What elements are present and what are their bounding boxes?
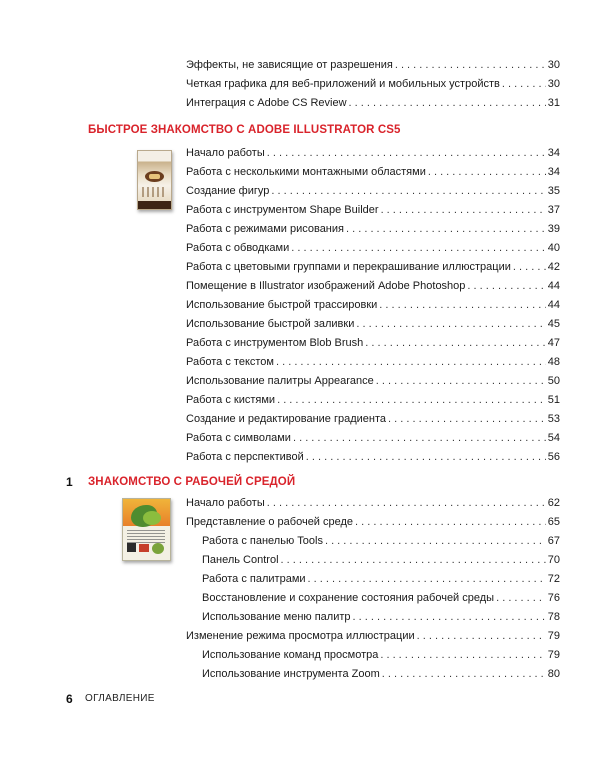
toc-entry-page: 44 — [547, 280, 560, 292]
thumbnail-text-lines — [127, 530, 165, 544]
toc-entry[interactable] — [186, 392, 560, 408]
toc-leader-dots — [376, 373, 546, 389]
toc-entry-title: Работа с палитрами — [202, 573, 306, 585]
toc-entry-title: Использование меню палитр — [202, 611, 351, 623]
toc-entry-title: Работа с текстом — [186, 356, 274, 368]
toc-leader-dots — [267, 145, 546, 161]
toc-entry[interactable] — [202, 666, 560, 682]
toc-entry[interactable] — [186, 145, 560, 161]
toc-leader-dots — [325, 533, 546, 549]
toc-entry-title: Работа с перспективой — [186, 451, 304, 463]
toc-entry-page: 40 — [547, 242, 560, 254]
section-thumbnail-image — [137, 150, 172, 210]
toc-entry[interactable] — [202, 647, 560, 663]
toc-leader-dots — [502, 76, 546, 92]
toc-leader-dots — [417, 628, 546, 644]
toc-entry-title: Использование палитры Appearance — [186, 375, 374, 387]
toc-entry-title: Изменение режима просмотра иллюстрации — [186, 630, 415, 642]
toc-entry-title: Использование быстрой заливки — [186, 318, 355, 330]
toc-entry-page: 70 — [547, 554, 560, 566]
toc-entry-page: 44 — [547, 299, 560, 311]
toc-entry-title: Эффекты, не зависящие от разрешения — [186, 59, 393, 71]
toc-entry-page: 76 — [547, 592, 560, 604]
toc-entry-title: Создание и редактирование градиента — [186, 413, 387, 425]
toc-entry-title: Начало работы — [186, 497, 265, 509]
toc-entry-title: Помещение в Illustrator изображений Adobe Photoshop — [186, 280, 466, 292]
toc-entry-title: Работа с кистями — [186, 394, 276, 406]
toc-leader-dots — [308, 571, 546, 587]
toc-entry-title: Создание фигур — [186, 185, 270, 197]
toc-entry-page: 67 — [547, 535, 560, 547]
toc-entry[interactable] — [202, 571, 560, 587]
toc-entry[interactable] — [186, 57, 560, 73]
toc-entry[interactable] — [202, 552, 560, 568]
toc-entry-page: 47 — [547, 337, 560, 349]
chapter-number: 1 — [66, 475, 73, 489]
thumbnail-block — [139, 544, 149, 552]
toc-entry[interactable] — [186, 495, 560, 511]
footer-label: ОГЛАВЛЕНИЕ — [85, 693, 155, 704]
toc-entry-title: Интеграция с Adobe CS Review — [186, 97, 347, 109]
toc-entry-title: Использование инструмента Zoom — [202, 668, 380, 680]
toc-leader-dots — [380, 647, 545, 663]
toc-leader-dots — [306, 449, 546, 465]
thumbnail-pattern — [142, 187, 167, 197]
toc-entry[interactable] — [186, 628, 560, 644]
toc-entry-page: 42 — [547, 261, 560, 273]
toc-entry-title: Работа с режимами рисования — [186, 223, 344, 235]
toc-entry-title: Четкая графика для веб-приложений и мобильных устройств — [186, 78, 500, 90]
toc-leader-dots — [355, 514, 546, 530]
toc-leader-dots — [353, 609, 546, 625]
toc-entry-page: 65 — [547, 516, 560, 528]
toc-entry-page: 31 — [547, 97, 560, 109]
toc-entry[interactable] — [186, 316, 560, 332]
toc-entry-title: Работа с инструментом Shape Builder — [186, 204, 379, 216]
toc-entry[interactable] — [186, 373, 560, 389]
toc-entry-title: Работа с цветовыми группами и перекрашивание иллюстрации — [186, 261, 511, 273]
toc-entry-page: 35 — [547, 185, 560, 197]
toc-entry-title: Начало работы — [186, 147, 265, 159]
toc-entry[interactable] — [202, 590, 560, 606]
toc-leader-dots — [293, 430, 546, 446]
toc-entry-page: 39 — [547, 223, 560, 235]
toc-leader-dots — [276, 354, 546, 370]
thumbnail-block — [152, 543, 164, 554]
toc-entry[interactable] — [186, 202, 560, 218]
toc-entry-page: 34 — [547, 166, 560, 178]
toc-leader-dots — [365, 335, 545, 351]
toc-leader-dots — [291, 240, 546, 256]
toc-entry-page: 54 — [547, 432, 560, 444]
toc-entry-title: Работа с символами — [186, 432, 291, 444]
thumbnail-block — [127, 543, 136, 552]
toc-entry-title: Представление о рабочей среде — [186, 516, 354, 528]
toc-entry-page: 37 — [547, 204, 560, 216]
toc-entry[interactable] — [186, 240, 560, 256]
toc-entry-page: 50 — [547, 375, 560, 387]
thumbnail-leaf-shape — [143, 511, 161, 525]
toc-leader-dots — [356, 316, 545, 332]
toc-entry[interactable] — [186, 411, 560, 427]
toc-leader-dots — [381, 202, 546, 218]
toc-entry-page: 79 — [547, 649, 560, 661]
thumbnail-badge-inner-shape — [149, 174, 160, 179]
toc-entry[interactable] — [186, 430, 560, 446]
toc-entry-page: 72 — [547, 573, 560, 585]
toc-leader-dots — [496, 590, 546, 606]
section-heading-quickstart: БЫСТРОЕ ЗНАКОМСТВО С ADOBE ILLUSTRATOR CS5 — [88, 124, 401, 136]
toc-leader-dots — [513, 259, 546, 275]
toc-entry[interactable] — [186, 95, 560, 111]
toc-leader-dots — [349, 95, 546, 111]
toc-leader-dots — [271, 183, 545, 199]
toc-leader-dots — [267, 495, 546, 511]
toc-entry[interactable] — [186, 76, 560, 92]
toc-entry-page: 51 — [547, 394, 560, 406]
toc-entry[interactable] — [186, 221, 560, 237]
toc-entry-title: Использование команд просмотра — [202, 649, 379, 661]
toc-entry[interactable] — [186, 278, 560, 294]
toc-entry[interactable] — [202, 609, 560, 625]
toc-leader-dots — [346, 221, 546, 237]
toc-entry-page: 62 — [547, 497, 560, 509]
toc-entry-page: 34 — [547, 147, 560, 159]
toc-entry[interactable] — [202, 533, 560, 549]
toc-leader-dots — [467, 278, 545, 294]
toc-entry-page: 30 — [547, 59, 560, 71]
footer-page-number: 6 — [66, 692, 73, 706]
toc-entry-page: 53 — [547, 413, 560, 425]
toc-entry[interactable] — [186, 183, 560, 199]
toc-entry-page: 45 — [547, 318, 560, 330]
chapter-thumbnail-image — [122, 498, 171, 561]
toc-entry-page: 78 — [547, 611, 560, 623]
toc-leader-dots — [428, 164, 546, 180]
thumbnail-footer-band — [138, 201, 171, 209]
toc-leader-dots — [382, 666, 546, 682]
toc-entry[interactable] — [186, 259, 560, 275]
toc-entry-title: Работа с панелью Tools — [202, 535, 323, 547]
toc-entry[interactable] — [186, 335, 560, 351]
toc-entry-title: Панель Control — [202, 554, 279, 566]
toc-leader-dots — [379, 297, 545, 313]
toc-entry[interactable] — [186, 514, 560, 530]
toc-entry[interactable] — [186, 354, 560, 370]
toc-entry-page: 80 — [547, 668, 560, 680]
toc-leader-dots — [395, 57, 546, 73]
toc-leader-dots — [388, 411, 546, 427]
toc-entry[interactable] — [186, 164, 560, 180]
toc-entry-title: Работа с несколькими монтажными областями — [186, 166, 426, 178]
chapter-heading: ЗНАКОМСТВО С РАБОЧЕЙ СРЕДОЙ — [88, 476, 296, 488]
toc-leader-dots — [281, 552, 546, 568]
toc-entry-page: 56 — [547, 451, 560, 463]
toc-entry-page: 79 — [547, 630, 560, 642]
toc-leader-dots — [277, 392, 546, 408]
toc-entry[interactable] — [186, 449, 560, 465]
toc-entry-title: Работа с обводками — [186, 242, 290, 254]
toc-entry-title: Восстановление и сохранение состояния рабочей среды — [202, 592, 495, 604]
toc-entry-page: 48 — [547, 356, 560, 368]
toc-entry-page: 30 — [547, 78, 560, 90]
toc-entry[interactable] — [186, 297, 560, 313]
toc-entry-title: Работа с инструментом Blob Brush — [186, 337, 364, 349]
toc-entry-title: Использование быстрой трассировки — [186, 299, 378, 311]
